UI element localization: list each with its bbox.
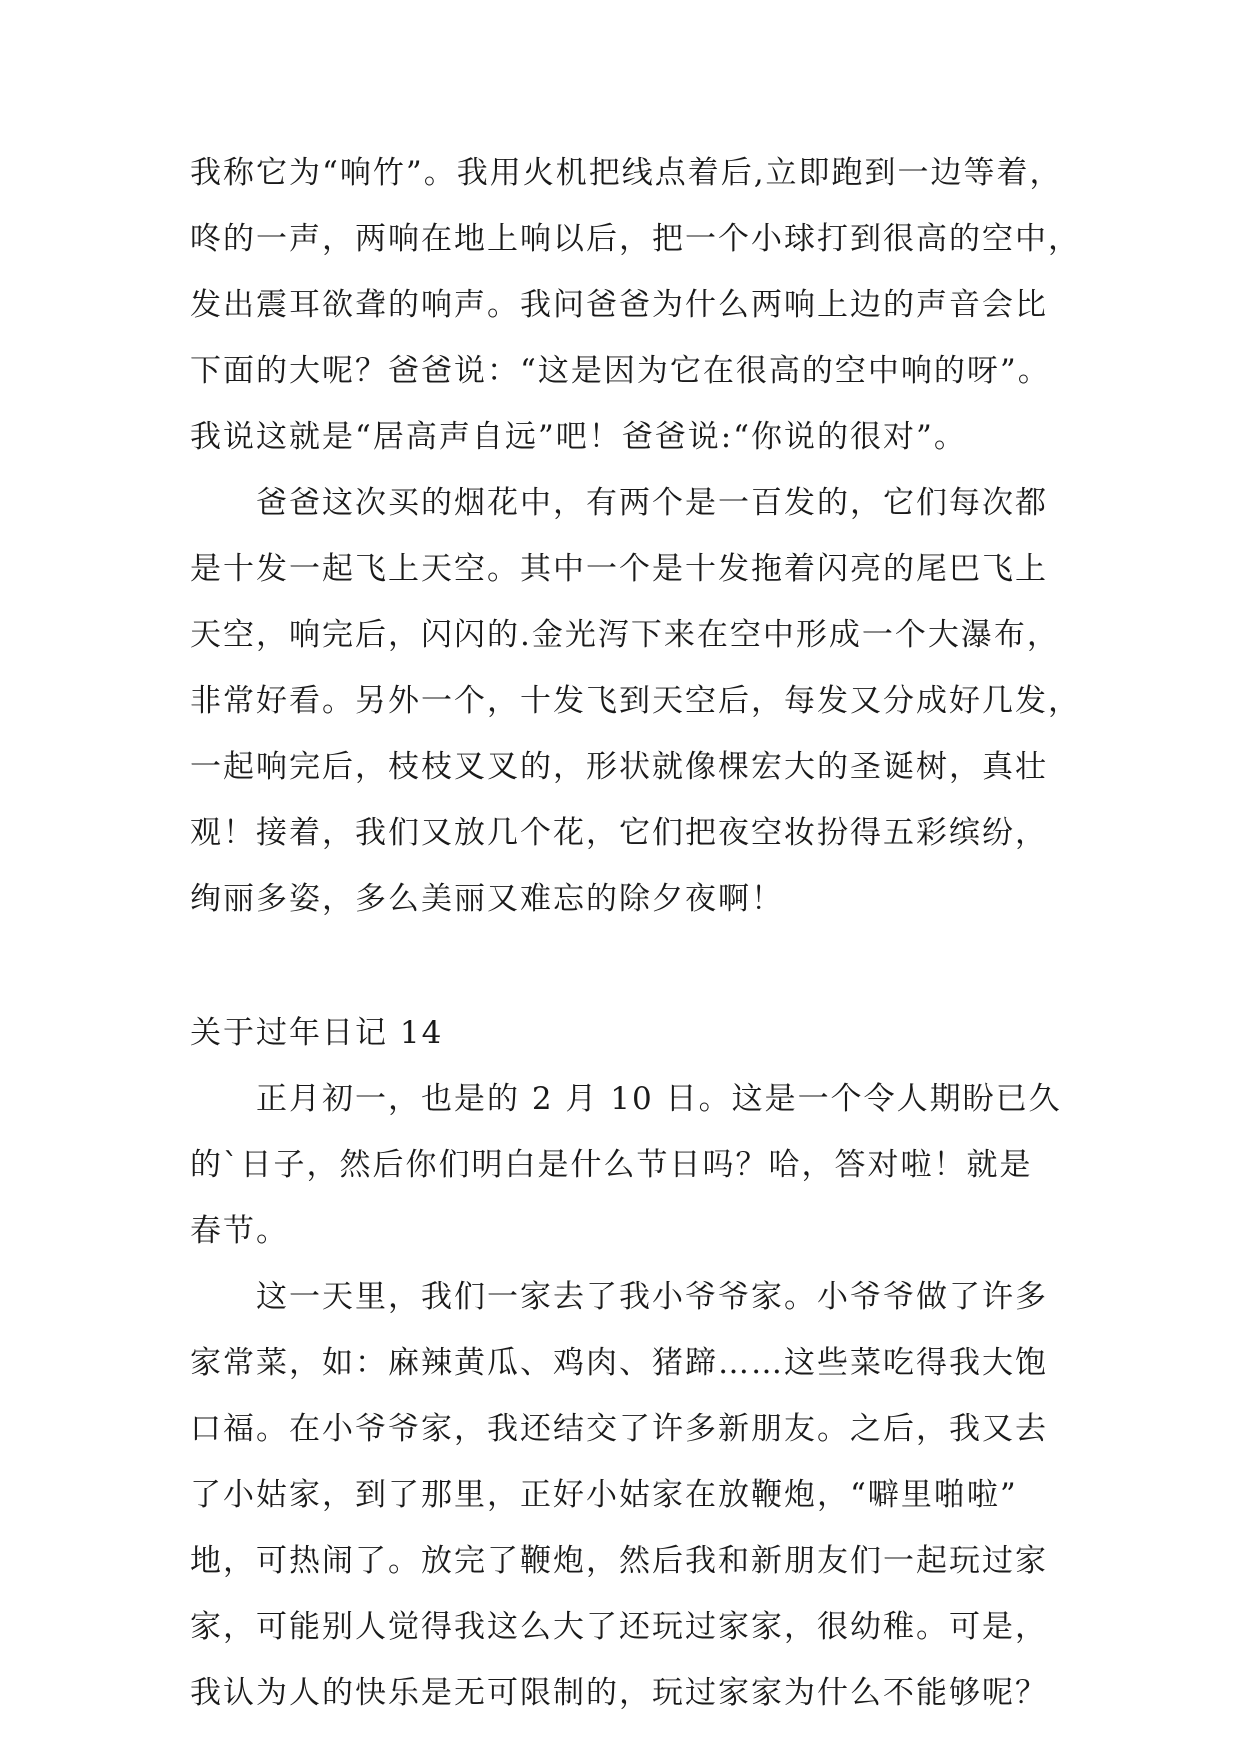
paragraph-line: 家常菜，如：麻辣黄瓜、鸡肉、猪蹄……这些菜吃得我大饱 [190,1345,1048,1381]
paragraph-line: 天空，响完后，闪闪的.金光泻下来在空中形成一个大瀑布， [190,617,1060,653]
paragraph-line: 非常好看。另外一个，十发飞到天空后，每发又分成好几发， [190,683,1081,719]
paragraph-line: 我称它为“响竹”。我用火机把线点着后,立即跑到一边等着， [190,155,1063,191]
paragraph-line: 绚丽多姿，多么美丽又难忘的除夕夜啊！ [190,881,784,917]
paragraph-line: 了小姑家，到了那里，正好小姑家在放鞭炮，“噼里啪啦” [190,1477,1018,1513]
paragraph-line: 地，可热闹了。放完了鞭炮，然后我和新朋友们一起玩过家 [190,1543,1048,1579]
paragraph-line: 咚的一声，两响在地上响以后，把一个小球打到很高的空中， [190,221,1081,257]
paragraph-line: 爸爸这次买的烟花中，有两个是一百发的，它们每次都 [190,485,1048,521]
paragraph-line: 的`日子，然后你们明白是什么节日吗？哈，答对啦！就是 [190,1147,1033,1183]
section-title: 关于过年日记 14 [190,1015,444,1051]
paragraph-line: 发出震耳欲聋的响声。我问爸爸为什么两响上边的声音会比 [190,287,1048,323]
paragraph-line: 家，可能别人觉得我这么大了还玩过家家，很幼稚。可是， [190,1609,1048,1645]
paragraph-line: 春节。 [190,1213,289,1249]
paragraph-line: 是十发一起飞上天空。其中一个是十发拖着闪亮的尾巴飞上 [190,551,1048,587]
paragraph-line: 我认为人的快乐是无可限制的，玩过家家为什么不能够呢？ [190,1675,1048,1711]
paragraph-line: 下面的大呢？爸爸说：“这是因为它在很高的空中响的呀”。 [190,353,1051,389]
paragraph-line: 观！接着，我们又放几个花，它们把夜空妆扮得五彩缤纷， [190,815,1048,851]
paragraph-line: 这一天里，我们一家去了我小爷爷家。小爷爷做了许多 [190,1279,1048,1315]
paragraph-line: 口福。在小爷爷家，我还结交了许多新朋友。之后，我又去 [190,1411,1048,1447]
paragraph-line: 正月初一，也是的 2 月 10 日。这是一个令人期盼已久 [190,1081,1062,1117]
paragraph-line: 我说这就是“居高声自远”吧！爸爸说:“你说的很对”。 [190,419,967,455]
paragraph-line: 一起响完后，枝枝叉叉的，形状就像棵宏大的圣诞树，真壮 [190,749,1048,785]
